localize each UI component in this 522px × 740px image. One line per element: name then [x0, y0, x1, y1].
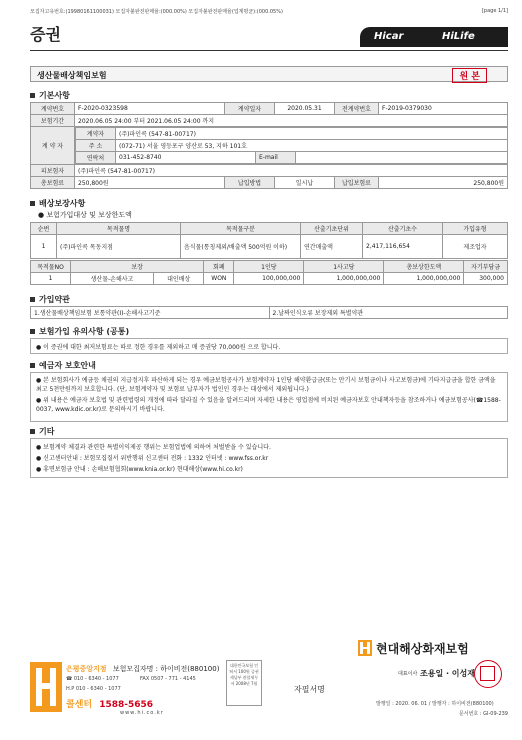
notice-box — [30, 338, 508, 354]
col-join-type: 가입유형 — [443, 223, 508, 235]
hyundai-h-logo — [30, 662, 62, 712]
ceo-names: 조용일 · 이성재 — [420, 669, 475, 678]
cell-deductible: 300,000 — [464, 273, 508, 285]
company-name: 현대해상화재보험 — [376, 642, 469, 656]
notice-section-heading: 보험가입 유의사항 (공통) — [30, 326, 129, 337]
basic-section-heading: 기본사항 — [30, 90, 70, 101]
agency-hp: H.P 010 - 6340 - 1077 — [66, 686, 121, 692]
etc-paragraph-1: ● 보험계약 체결과 관련한 특별이익제공 행위는 보험업법에 의하여 처벌받을 수 있습니다. — [36, 444, 271, 451]
header-divider — [30, 50, 508, 51]
doc-title-bar — [30, 66, 508, 82]
page-indicator: [page 1/1] — [481, 8, 508, 14]
company-h-icon — [358, 640, 372, 656]
website: www.hi.co.kr — [120, 710, 164, 716]
insured: (주)파인콕 (547-81-00717) — [75, 164, 508, 176]
notice-text: ● 이 증권에 대한 최저보험료는 따로 정한 경우를 제외하고 매 증권당 70,000원 으로 합니다. — [36, 344, 281, 351]
agent-name: 보험모집자명 : 하이비전(880100) — [112, 665, 220, 673]
contract-no-label: 계약번호 — [31, 103, 75, 115]
col-currency: 회폐 — [204, 261, 234, 273]
cell-coverage: 생산물-손해사고 — [71, 273, 154, 285]
square-bullet-icon — [30, 429, 35, 434]
signature-label: 자필서명 — [294, 685, 325, 694]
premium-label: 총보험료 — [31, 176, 75, 188]
contract-date-label: 계약일자 — [225, 103, 275, 115]
insured-label: 피보험자 — [31, 164, 75, 176]
col-basis-count: 산출기초수 — [363, 223, 443, 235]
col-coverage: 보장 — [71, 261, 204, 273]
coverage-table-2 — [30, 260, 508, 285]
etc-box — [30, 438, 508, 478]
col-object-name: 목적물명 — [57, 223, 181, 235]
agency-name: 은평중앙지점 — [66, 665, 107, 673]
paid-label: 납입보험료 — [335, 176, 379, 188]
agency-info — [66, 664, 219, 674]
col-basis-unit: 산출기초단위 — [301, 223, 363, 235]
col-object-no: 목적물NO — [31, 261, 71, 273]
cell-total-limit: 1,000,000,000 — [384, 273, 464, 285]
etc-paragraph-3: ● 휴면보험금 안내 : 손해보험협회(www.knia.or.kr) 현대해상(www.hi.co.kr) — [36, 466, 243, 473]
callcenter: 콜센터 1588-5656 — [66, 700, 154, 710]
premium: 250,800원 — [75, 176, 225, 188]
period: 2020.06.05 24:00 부터 2021.06.05 24:00 까지 — [75, 115, 508, 127]
period-label: 보험기간 — [31, 115, 75, 127]
cell-coverage-type: 대인배상 — [153, 273, 203, 285]
original-stamp: 원 본 — [452, 68, 487, 83]
contract-no: F-2020-0323598 — [75, 103, 225, 115]
doc-number: 문서번호 : GI-09-239 — [458, 711, 508, 717]
hilife-logo: HiLife — [442, 31, 475, 42]
square-bullet-icon — [30, 329, 35, 334]
square-bullet-icon — [30, 297, 35, 302]
square-bullet-icon — [30, 93, 35, 98]
col-total-limit: 총보상한도액 — [384, 261, 464, 273]
col-per-person: 1인당 — [234, 261, 304, 273]
cell-currency: WON — [204, 273, 234, 285]
square-bullet-icon — [30, 363, 35, 368]
square-bullet-icon — [30, 201, 35, 206]
protect-paragraph-2: ● 위 내용은 예금자 보호법 및 관련법령의 개정에 따라 달라질 수 있음을 알려드리며 자세한 내용은 영업점에 비치된 예금자보호 안내책자등을 참조하거나 예금보험공사(☎1588-0037, www.kdic.or.kr)로 문의하시기 바랍니다. — [36, 397, 501, 413]
agency-fax: FAX 0507 - 771 - 4145 — [140, 676, 196, 682]
issue-info: 발행일 : 2020. 06. 01 / 발행자 : 하이비전(880100) — [376, 701, 494, 707]
protect-box — [30, 372, 508, 422]
col-deductible: 자기부담금 — [464, 261, 508, 273]
protect-section-heading: 예금자 보호안내 — [30, 360, 96, 371]
coverage-table-1 — [30, 222, 508, 259]
prev-contract-label: 전계약번호 — [335, 103, 379, 115]
circle-bullet-icon: ● — [38, 211, 47, 219]
doc-title: 생산물배상책임보험 — [37, 71, 107, 80]
header-recruiter-info: 모집자고유번호:(19980161100031) 모집자불완전판매율:(000.00%) 모집자불완전판매율(업계평균):(000.05%) — [30, 9, 283, 15]
cell-per-accident: 1,000,000,000 — [304, 273, 384, 285]
coverage-subheading: ● 보험가입대상 및 보상한도액 — [38, 211, 132, 219]
cell-basis-count: 2,417,116,654 — [363, 235, 443, 259]
company-seal-icon — [474, 660, 502, 688]
cell-seq: 1 — [31, 235, 57, 259]
coverage-section-heading: 배상보장사항 — [30, 198, 85, 209]
ceo-label: 대표이사 — [398, 671, 418, 677]
contract-date: 2020.05.31 — [275, 103, 335, 115]
etc-section-heading: 기타 — [30, 426, 54, 437]
email — [296, 152, 508, 164]
agency-tel: ☎ 010 - 6340 - 1077 — [66, 676, 119, 682]
paymethod: 일시납 — [275, 176, 335, 188]
etc-paragraph-2: ● 신고센터안내 : 보험모집질서 위반행위 신고센터 전화 : 1332 인터넷 : www.fss.or.kr — [36, 455, 269, 462]
col-seq: 순번 — [31, 223, 57, 235]
address-label: 주 소 — [76, 140, 116, 152]
address: (072-71) 서울 영등포구 양산로 53, 지하 101호 — [116, 140, 508, 152]
contractor-label: 계 약 자 — [31, 127, 75, 165]
brand-banner — [360, 27, 508, 47]
hicar-logo: Hicar — [374, 31, 404, 42]
col-object-type: 목적물구분 — [181, 223, 301, 235]
col-per-accident: 1사고당 — [304, 261, 384, 273]
clause-1: 1.생산물배상책임보험 보통약관(Ⅰ)-손해사고기준 — [31, 307, 270, 319]
email-label: E-mail — [256, 152, 296, 164]
cell-object-name: (주)파인콕 목동지점 — [57, 235, 181, 259]
stamp-duty-seal: 대한민국보험 인허서 100원 증권세납부 관할세무서 2008년 7월 — [226, 660, 262, 706]
cell-per-person: 100,000,000 — [234, 273, 304, 285]
page-title: 증권 — [30, 25, 61, 44]
paid-premium: 250,800원 — [379, 176, 508, 188]
contractor-name-label: 계약자 — [76, 128, 116, 140]
basic-table — [30, 102, 508, 189]
cell-object-no: 1 — [31, 273, 71, 285]
clause-2: 2.날짜인식오류 보장제외 특별약관 — [269, 307, 508, 319]
phone-label: 연락처 — [76, 152, 116, 164]
cell-basis-unit: 연간매출액 — [301, 235, 363, 259]
clauses-table — [30, 306, 508, 319]
contractor-name: (주)파인콕 (547-81-00717) — [116, 128, 508, 140]
paymethod-label: 납입방법 — [225, 176, 275, 188]
cell-join-type: 제조업자 — [443, 235, 508, 259]
phone: 031-452-8740 — [116, 152, 256, 164]
protect-paragraph-1: ● 본 보험회사가 예금등 채권의 지급정지후 파산하게 되는 경우 예금보험공사가 보험계약자 1인당 해약환급금(또는 만기시 보험금이나 사고보험금)에 기타지급금을 합한 금액을 최고 5천만원까지 보호합니다. (단, 보험계약자 및 보험료 납부자가 법인인 경우는 대상에서 제외됩니다.) — [36, 377, 496, 393]
cell-object-type: 음식물(통칭제외/배출액 500억원 이하) — [181, 235, 301, 259]
clauses-section-heading: 가입약관 — [30, 294, 70, 305]
prev-contract: F-2019-0379030 — [379, 103, 508, 115]
